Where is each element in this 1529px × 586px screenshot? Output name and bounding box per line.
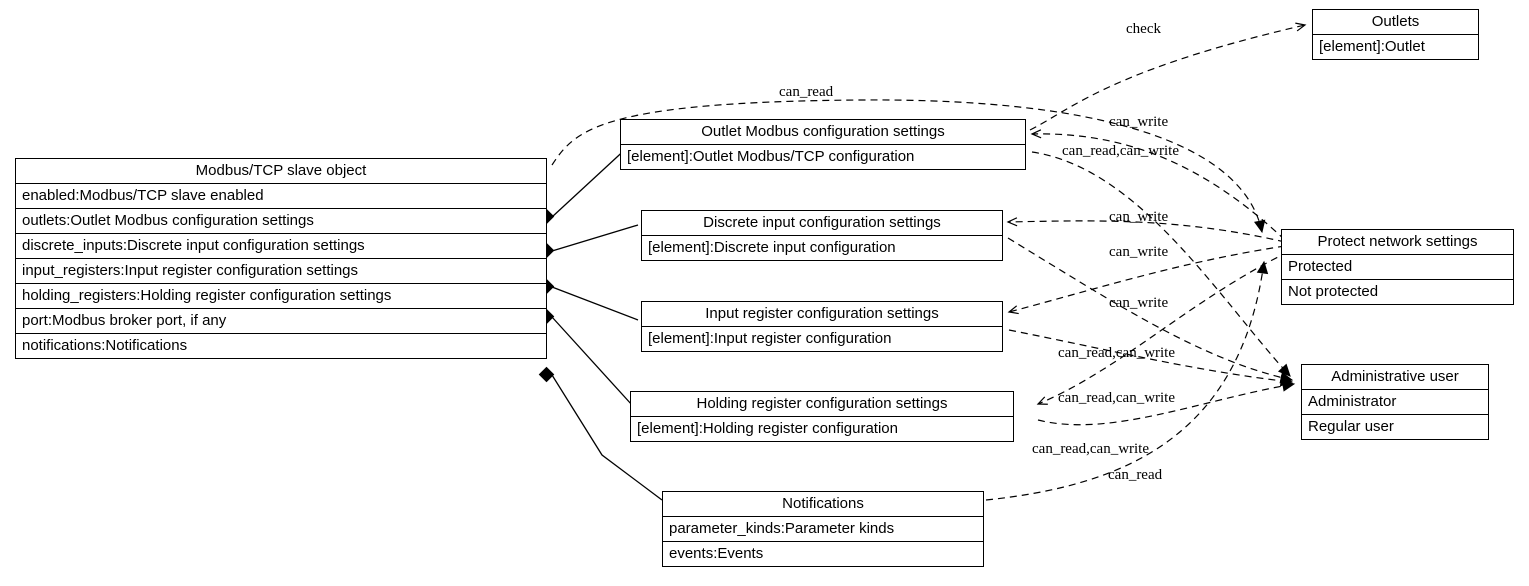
node-input-register-configuration-settings[interactable] — [641, 301, 1003, 352]
edge-label-can-read-can-write-2: can_read,can_write — [1058, 345, 1176, 361]
edge-label-can-read-top: can_read — [779, 84, 834, 100]
node-outlets[interactable] — [1312, 9, 1479, 60]
node-attribute: notifications:Notifications — [16, 333, 546, 358]
node-attribute: Not protected — [1282, 279, 1513, 304]
edge-label-can-read-can-write-1: can_read,can_write — [1062, 143, 1180, 159]
node-title: Discrete input configuration settings — [703, 214, 941, 231]
node-attribute: enabled:Modbus/TCP slave enabled — [16, 183, 546, 208]
node-attribute: parameter_kinds:Parameter kinds — [663, 516, 983, 541]
node-attribute: discrete_inputs:Discrete input configuration settings — [16, 233, 546, 258]
node-protect-network-settings[interactable] — [1281, 229, 1514, 305]
edge-label-can-write-3: can_write — [1109, 244, 1169, 260]
node-outlet-modbus-configuration-settings[interactable] — [620, 119, 1026, 170]
node-attribute: holding_registers:Holding register configuration settings — [16, 283, 546, 308]
node-attribute: [element]:Holding register configuration — [631, 416, 1013, 441]
node-title: Protect network settings — [1317, 233, 1478, 250]
edge-label-can-write-4: can_write — [1109, 295, 1169, 311]
node-discrete-input-configuration-settings[interactable] — [641, 210, 1003, 261]
composition-diamond — [539, 367, 555, 383]
edge-label-can-read-bottom: can_read — [1108, 467, 1163, 483]
node-title: Holding register configuration settings — [696, 395, 948, 412]
edge-label-can-write-1: can_write — [1109, 114, 1169, 130]
edge-label-can-write-2: can_write — [1109, 209, 1169, 225]
node-modbus-tcp-slave-object[interactable] — [15, 158, 547, 359]
node-attribute: Protected — [1282, 254, 1513, 279]
node-title: Outlets — [1371, 13, 1420, 30]
node-attribute: outlets:Outlet Modbus configuration settings — [16, 208, 546, 233]
edge-label-can-read-can-write-4: can_read,can_write — [1032, 441, 1150, 457]
node-title: Notifications — [782, 495, 864, 512]
node-attribute: input_registers:Input register configuration settings — [16, 258, 546, 283]
node-attribute: events:Events — [663, 541, 983, 566]
node-administrative-user[interactable] — [1301, 364, 1489, 440]
node-notifications[interactable] — [662, 491, 984, 567]
node-attribute: port:Modbus broker port, if any — [16, 308, 546, 333]
node-title: Input register configuration settings — [705, 305, 939, 322]
node-title: Outlet Modbus configuration settings — [701, 123, 945, 140]
node-holding-register-configuration-settings[interactable] — [630, 391, 1014, 442]
node-attribute: [element]:Input register configuration — [642, 326, 1002, 351]
node-title: Administrative user — [1331, 368, 1459, 385]
node-attribute: [element]:Outlet Modbus/TCP configuration — [621, 144, 1025, 169]
node-attribute: Administrator — [1302, 389, 1488, 414]
edge-label-can-read-can-write-3: can_read,can_write — [1058, 390, 1176, 406]
node-attribute: Regular user — [1302, 414, 1488, 439]
edge-label-check: check — [1126, 21, 1161, 37]
node-title: Modbus/TCP slave object — [195, 162, 367, 179]
node-attribute: [element]:Discrete input configuration — [642, 235, 1002, 260]
node-attribute: [element]:Outlet — [1313, 34, 1478, 59]
